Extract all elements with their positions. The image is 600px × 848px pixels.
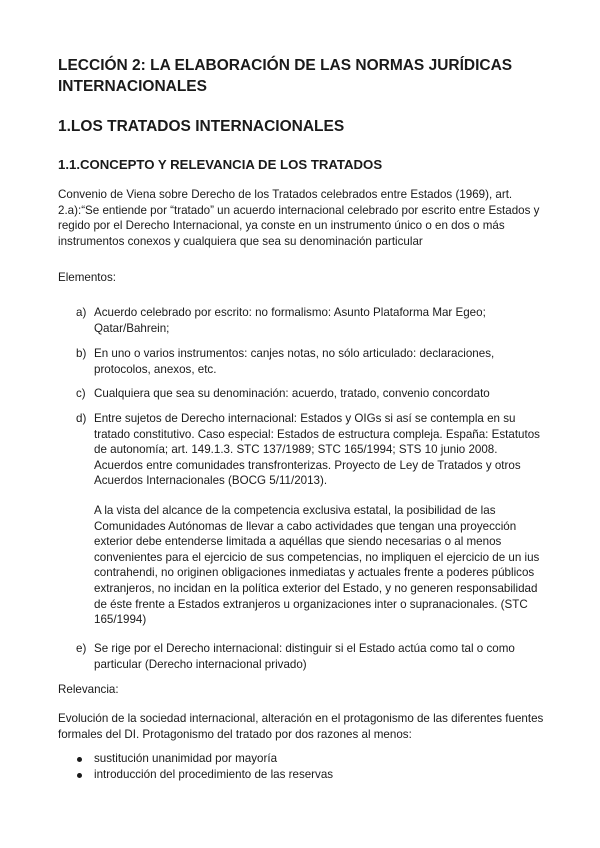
bullet-item: sustitución unanimidad por mayoría	[94, 752, 278, 765]
list-item: Acuerdo celebrado por escrito: no formalismo: Asunto Plataforma Mar Egeo; Qatar/Bahrein;	[94, 306, 486, 335]
section-title: 1.LOS TRATADOS INTERNACIONALES	[58, 118, 345, 135]
subsection-title: 1.1.CONCEPTO Y RELEVANCIA DE LOS TRATADOS	[58, 157, 383, 172]
list-marker: d)	[76, 412, 87, 425]
bullet-dot-icon	[77, 773, 82, 778]
elementos-label: Elementos:	[58, 271, 116, 284]
list-marker: a)	[76, 306, 87, 319]
list-item: Entre sujetos de Derecho internacional: Estados y OIGs si así se contempla en su tratado constitutivo. Caso especial: Estados de estructura compleja. España: Estatutos de autonomía; art. 149.1.3. STC 137/1989; STC 165/1994; STS 10 junio 2008. Acuerdos entre comunidades transfronterizas. Proyecto de Ley de Tratados y otros Acuerdos Internacionales (BOCG 5/11/2013).	[94, 412, 540, 488]
intro-paragraph: Convenio de Viena sobre Derecho de los Tratados celebrados entre Estados (1969), art. 2.a):“Se entiende por “tratado” un acuerdo internacional celebrado por escrito entre Estados y regido por el Derecho Internacional, ya conste en un instrumento único o en dos o más instrumentos conexos y cualquiera que sea su denominación particular	[58, 188, 540, 248]
list-item: Se rige por el Derecho internacional: distinguir si el Estado actúa como tal o como particular (Derecho internacional privado)	[94, 642, 515, 671]
list-item: Cualquiera que sea su denominación: acuerdo, tratado, convenio concordato	[94, 387, 490, 400]
list-item: En uno o varios instrumentos: canjes notas, no sólo articulado: declaraciones, protocolos, anexos, etc.	[94, 347, 495, 376]
relevancia-label: Relevancia:	[58, 683, 119, 696]
relevancia-paragraph: Evolución de la sociedad internacional, alteración en el protagonismo de las diferentes fuentes formales del DI. Protagonismo del tratado por dos razones al menos:	[58, 712, 544, 741]
list-marker: e)	[76, 642, 87, 655]
list-item-continuation: A la vista del alcance de la competencia exclusiva estatal, la posibilidad de las Comunidades Autónomas de llevar a cabo actividades que tengan una proyección exterior debe entenderse limitada a aquéllas que siendo necesarias o al menos convenientes para el ejercicio de sus competencias, no impliquen el ejercicio de un ius contrahendi, no originen obligaciones inmediatas y actuales frente a poderes públicos extranjeros, no incidan en la política exterior del Estado, y no generen responsabilidad de éste frente a Estados extranjeros u organizaciones inter o supranacionales. (STC 165/1994)	[94, 504, 540, 627]
bullet-dot-icon	[77, 757, 82, 762]
list-marker: c)	[76, 387, 86, 400]
list-marker: b)	[76, 347, 87, 360]
lesson-title: LECCIÓN 2: LA ELABORACIÓN DE LAS NORMAS JURÍDICAS INTERNACIONALES	[58, 57, 513, 95]
bullet-item: introducción del procedimiento de las reservas	[94, 768, 334, 781]
